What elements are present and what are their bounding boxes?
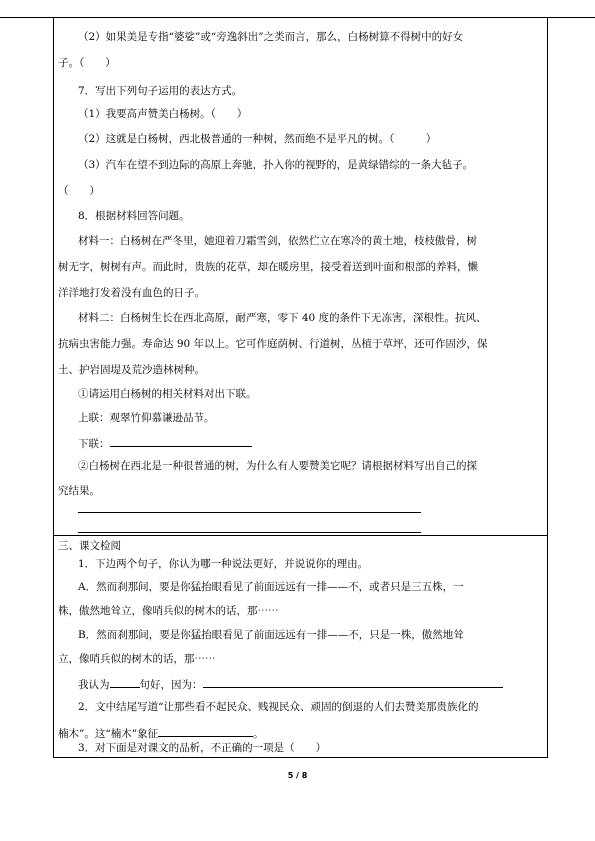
q8-2-line2: 究结果。	[58, 485, 100, 497]
material1-line1: 材料一：白杨树在严冬里，她迎着刀霜雪剑，依然伫立在寒冷的黄土地，枝枝傲骨，树	[78, 235, 477, 247]
s3-q1-a-line2: 株，傲然地耸立，像哨兵似的树木的话，那⋯⋯	[58, 605, 279, 617]
s3-q1-answer	[78, 676, 503, 692]
q2-suffix: 。	[253, 728, 264, 740]
answer-line-2[interactable]	[78, 532, 421, 533]
choice-blank[interactable]	[110, 676, 140, 688]
s3-q3: 3．对下面是对课文的品析，不正确的一项是（ ）	[78, 742, 327, 754]
s3-q2-line1: 2．文中结尾写道“让那些看不起民众、贱视民众、顽固的倒退的人们去赞美那贵族化的	[78, 701, 479, 713]
page-number: 5 / 8	[287, 771, 308, 780]
q7-1: （1）我要高声赞美白杨树。（ ）	[78, 108, 248, 120]
s3-q2-line2	[58, 725, 264, 741]
material1-line3: 洋洋地打发着没有血色的日子。	[58, 287, 205, 299]
answer-middle: 句好，因为：	[139, 679, 203, 691]
answer-line-1[interactable]	[78, 512, 421, 513]
q2-prefix: 楠木”。这“楠木”象征	[58, 728, 159, 740]
q6-2-line2: 子。（ ）	[58, 57, 116, 69]
s3-q1-b-line2: 立，像哨兵似的树木的话，那⋯⋯	[58, 653, 216, 665]
couplet-upper: 上联：观翠竹仰慕谦逊品节。	[78, 412, 215, 424]
s3-q1-b-line1: B．然而刹那间，要是你猛抬眼看见了前面远远有一排——不，只是一株，傲然地耸	[78, 629, 464, 641]
answer-prefix: 我认为	[78, 679, 110, 691]
q7-2: （2）这就是白杨树，西北极普通的一种树，然而绝不是平凡的树。（ ）	[78, 133, 437, 145]
q7-3-line2: （ ）	[58, 185, 100, 197]
symbol-blank[interactable]	[158, 725, 253, 737]
section3-title: 三、课文检阅	[58, 540, 121, 552]
material2-line1: 材料二：白杨树生长在西北高原，耐严寒，零下 40 度的条件下无冻害，深根性。抗风、	[78, 312, 487, 324]
couplet-lower-label	[78, 435, 252, 451]
material1-line2: 树无字，树树有声。而此时，贵族的花草，却在暖房里，接受着送到叶面和根部的养料，懒	[58, 261, 478, 273]
lower-label: 下联：	[78, 438, 110, 450]
s3-q1-a-line1: A．然而刹那间，要是你猛抬眼看见了前面远远有一排——不，或者只是三五株，一	[78, 581, 464, 593]
s3-q1: 1．下边两个句子，你认为哪一种说法更好，并说说你的理由。	[78, 558, 369, 570]
q7-3-line1: （3）汽车在望不到边际的高原上奔驰，扑入你的视野的，是黄绿错综的一条大毡子。	[78, 159, 474, 171]
material2-line3: 土、护岩固堤及荒沙造林树种。	[58, 364, 205, 376]
q6-2-line1: （2）如果美是专指“婆娑”或“旁逸斜出”之类而言，那么，白杨树算不得树中的好女	[78, 31, 464, 43]
q8-title: 8．根据材料回答问题。	[78, 210, 190, 222]
q7-title: 7．写出下列句子运用的表达方式。	[78, 85, 243, 97]
material2-line2: 抗病虫害能力强。寿命达 90 年以上。它可作庭荫树、行道树，丛植于草坪，还可作固沙，保	[58, 338, 488, 350]
q8-2-line1: ②白杨树在西北是一种很普通的树，为什么有人要赞美它呢？请根据材料写出自己的探	[78, 460, 477, 472]
section-divider	[53, 535, 548, 536]
q8-1: ①请运用白杨树的相关材料对出下联。	[78, 388, 257, 400]
reason-blank[interactable]	[203, 676, 503, 688]
couplet-answer-blank[interactable]	[110, 435, 252, 447]
